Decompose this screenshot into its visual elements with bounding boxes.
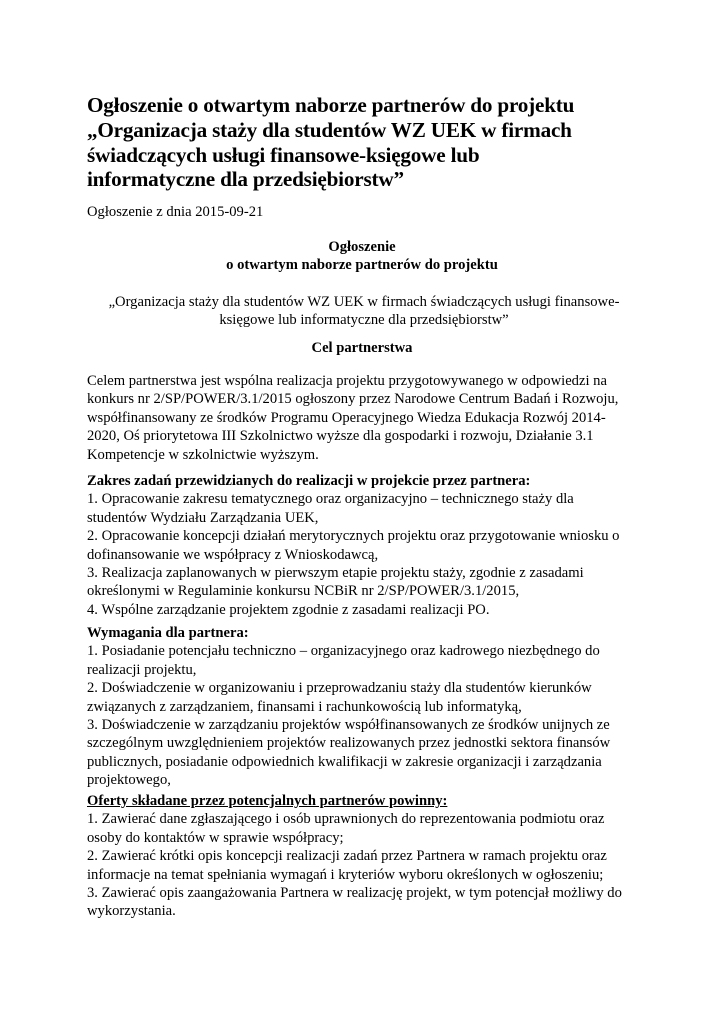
list-item: studentów Wydziału Zarządzania UEK, <box>87 509 319 526</box>
list-item: wykorzystania. <box>87 903 176 920</box>
list-item: osoby do kontaktów w sprawie współpracy; <box>87 829 344 846</box>
title-line: Ogłoszenie o otwartym naborze partnerów do projektu <box>87 93 575 117</box>
goal-line: Celem partnerstwa jest wspólna realizacja projektu przygotowywanego w odpowiedzi na <box>87 373 607 389</box>
document-title <box>87 93 647 192</box>
list-item: 2. Zawierać krótki opis koncepcji realizacji zadań przez Partnera w ramach projektu oraz <box>87 848 607 865</box>
list-item: związanych z zarządzaniem, finansami i rachunkowością lub informatyką, <box>87 698 522 715</box>
list-item: publicznych, posiadanie odpowiednich kwalifikacji w zakresie organizacji i zarządzania <box>87 753 602 770</box>
tasks-heading: Zakres zadań przewidzianych do realizacji w projekcie przez partnera: <box>87 473 531 489</box>
list-item: 2. Doświadczenie w organizowaniu i przeprowadzaniu staży dla studentów kierunków <box>87 680 592 697</box>
list-item: 4. Wspólne zarządzanie projektem zgodnie z zasadami realizacji PO. <box>87 601 490 618</box>
title-line: informatyczne dla przedsiębiorstw” <box>87 167 404 192</box>
title-line: „Organizacja staży dla studentów WZ UEK w firmach <box>87 117 572 142</box>
list-item: dofinansowanie we współpracy z Wnioskodawcą, <box>87 546 379 563</box>
goal-line: Kompetencje w szkolnictwie wyższym. <box>87 446 319 463</box>
offers-section <box>87 792 647 921</box>
project-name-line: „Organizacja staży dla studentów WZ UEK w firmach świadczących usługi finansowe- <box>108 294 620 310</box>
project-name <box>84 293 644 330</box>
title-line: świadczących usługi finansowe-księgowe lub <box>87 142 480 167</box>
requirements-section <box>87 624 647 790</box>
list-item: 3. Zawierać opis zaangażowania Partnera w realizację projekt, w tym potencjał możliwy do <box>87 885 622 902</box>
list-item: 1. Zawierać dane zgłaszającego i osób uprawnionych do reprezentowania podmiotu oraz <box>87 811 605 828</box>
project-name-line: księgowe lub informatyczne dla przedsiębiorstw” <box>219 312 509 329</box>
goal-paragraph <box>87 372 647 464</box>
announcement-heading <box>87 238 637 275</box>
announcement-date: Ogłoszenie z dnia 2015-09-21 <box>87 204 264 220</box>
list-item: określonymi w Regulaminie konkursu NCBiR nr 2/SP/POWER/3.1/2015, <box>87 583 520 600</box>
goal-heading: Cel partnerstwa <box>311 340 413 356</box>
goal-line: współfinansowany ze środków Programu Operacyjnego Wiedza Edukacja Rozwój 2014- <box>87 409 606 426</box>
goal-line: konkurs nr 2/SP/POWER/3.1/2015 ogłoszony przez Narodowe Centrum Badań i Rozwoju, <box>87 391 619 408</box>
list-item: 3. Doświadczenie w zarządzaniu projektów współfinansowanych ze środków unijnych ze <box>87 717 610 734</box>
list-item: 1. Posiadanie potencjału techniczno – organizacyjnego oraz kadrowego niezbędnego do <box>87 643 600 660</box>
list-item: 1. Opracowanie zakresu tematycznego oraz organizacyjno – technicznego staży dla <box>87 491 574 508</box>
list-item: 3. Realizacja zaplanowanych w pierwszym etapie projektu staży, zgodnie z zasadami <box>87 565 584 582</box>
list-item: 2. Opracowanie koncepcji działań merytorycznych projektu oraz przygotowanie wniosku o <box>87 528 620 545</box>
requirements-heading: Wymagania dla partnera: <box>87 625 249 641</box>
list-item: szczególnym uwzględnieniem projektów realizowanych przez jednostki sektora finansów <box>87 735 611 752</box>
tasks-section <box>87 472 647 619</box>
list-item: projektowego, <box>87 772 171 789</box>
list-item: informacje na temat spełniania wymagań i kryteriów wyboru określonych w ogłoszeniu; <box>87 866 604 883</box>
list-item: realizacji projektu, <box>87 661 197 678</box>
heading-line: Ogłoszenie <box>328 239 396 255</box>
heading-line: o otwartym naborze partnerów do projektu <box>226 257 498 274</box>
goal-line: 2020, Oś priorytetowa III Szkolnictwo wyższe dla gospodarki i rozwoju, Działanie 3.1 <box>87 428 594 445</box>
offers-heading: Oferty składane przez potencjalnych partnerów powinny: <box>87 793 448 809</box>
